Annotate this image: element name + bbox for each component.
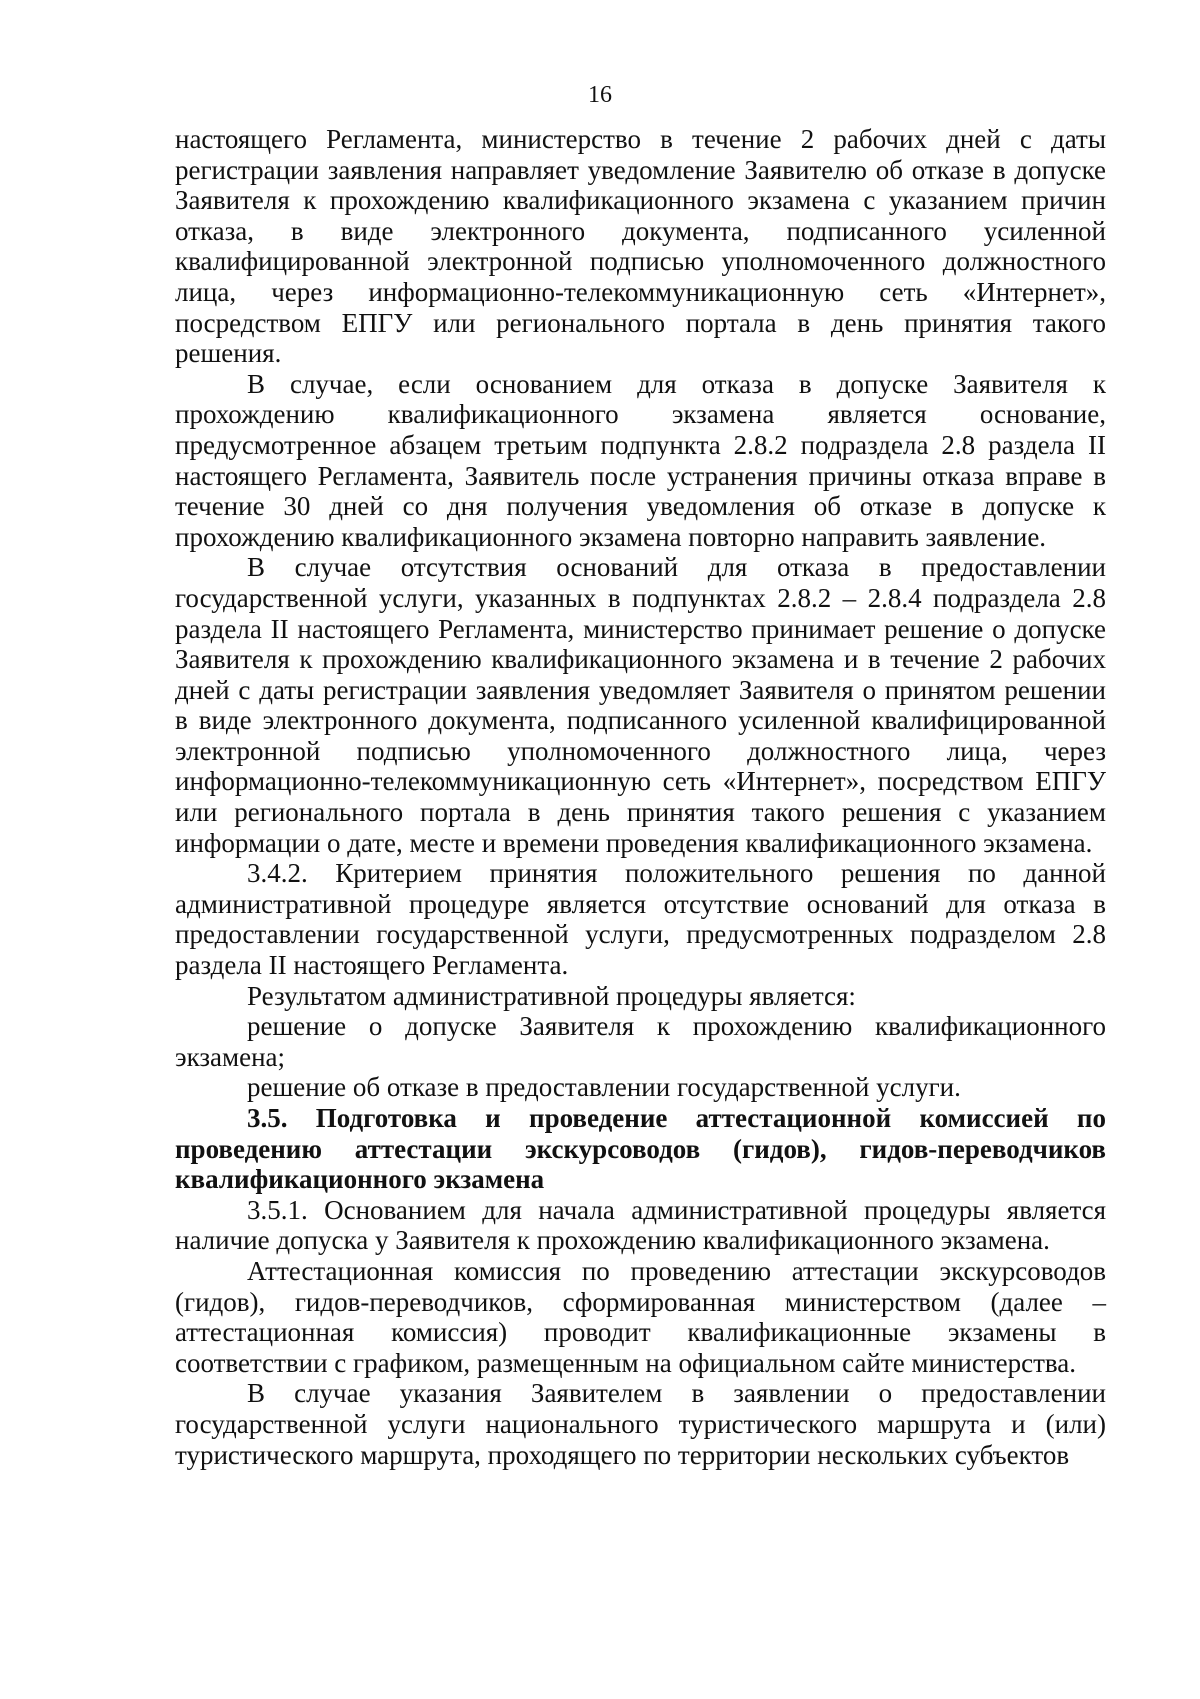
paragraph-route-case: В случае указания Заявителем в заявлении о предоставлении государственной услуги национального туристического маршрута и (или) туристического маршрута, проходящего по территории нескольких субъектов xyxy=(175,1378,1106,1470)
paragraph-3-5-1: 3.5.1. Основанием для начала административной процедуры является наличие допуска у Заявителя к прохождению квалификационного экзамена. xyxy=(175,1194,1106,1256)
document-body xyxy=(175,124,1106,1470)
paragraph-continuation: настоящего Регламента, министерство в течение 2 рабочих дней с даты регистрации заявления направляет уведомление Заявителю об отказе в допуске Заявителя к прохождению квалификационного экзамена с указанием причин отказа, в виде электронного документа, подписанного усиленной квалифицированной электронной подписью уполномоченного должностного лица, через информационно-телекоммуникационную сеть «Интернет», посредством ЕПГУ или регионального портала в день принятия такого решения. xyxy=(175,124,1106,369)
paragraph-admission-decision: В случае отсутствия оснований для отказа в предоставлении государственной услуги, указанных в подпунктах 2.8.2 – 2.8.4 подраздела 2.8 раздела II настоящего Регламента, министерство принимает решение о допуске Заявителя к прохождению квалификационного экзамена и в течение 2 рабочих дней с даты регистрации заявления уведомляет Заявителя о принятом решении в виде электронного документа, подписанного усиленной квалифицированной электронной подписью уполномоченного должностного лица, через информационно-телекоммуникационную сеть «Интернет», посредством ЕПГУ или регионального портала в день принятия такого решения с указанием информации о дате, месте и времени проведения квалификационного экзамена. xyxy=(175,552,1106,858)
paragraph-result-admission: решение о допуске Заявителя к прохождению квалификационного экзамена; xyxy=(175,1011,1106,1072)
paragraph-refusal-grounds: В случае, если основанием для отказа в допуске Заявителя к прохождению квалификационного экзамена является основание, предусмотренное абзацем третьим подпункта 2.8.2 подраздела 2.8 раздела II настоящего Регламента, Заявитель после устранения причины отказа вправе в течение 30 дней со дня получения уведомления об отказе в допуске к прохождению квалификационного экзамена повторно направить заявление. xyxy=(175,368,1106,552)
paragraph-result-intro: Результатом административной процедуры является: xyxy=(247,980,856,1011)
section-heading-3-5: 3.5. Подготовка и проведение аттестационной комиссией по проведению аттестации экскурсоводов (гидов), гидов-переводчиков квалификационного экзамена xyxy=(175,1103,1106,1195)
paragraph-commission: Аттестационная комиссия по проведению аттестации экскурсоводов (гидов), гидов-переводчиков, сформированная министерством (далее – аттестационная комиссия) проводит квалификационные экзамены в соответствии с графиком, размещенным на официальном сайте министерства. xyxy=(175,1255,1106,1378)
paragraph-result-refusal: решение об отказе в предоставлении государственной услуги. xyxy=(247,1072,961,1103)
page-number: 16 xyxy=(588,82,612,108)
paragraph-criterion: 3.4.2. Критерием принятия положительного решения по данной административной процедуре является отсутствие оснований для отказа в предоставлении государственной услуги, предусмотренных подразделом 2.8 раздела II настоящего Регламента. xyxy=(175,858,1106,981)
